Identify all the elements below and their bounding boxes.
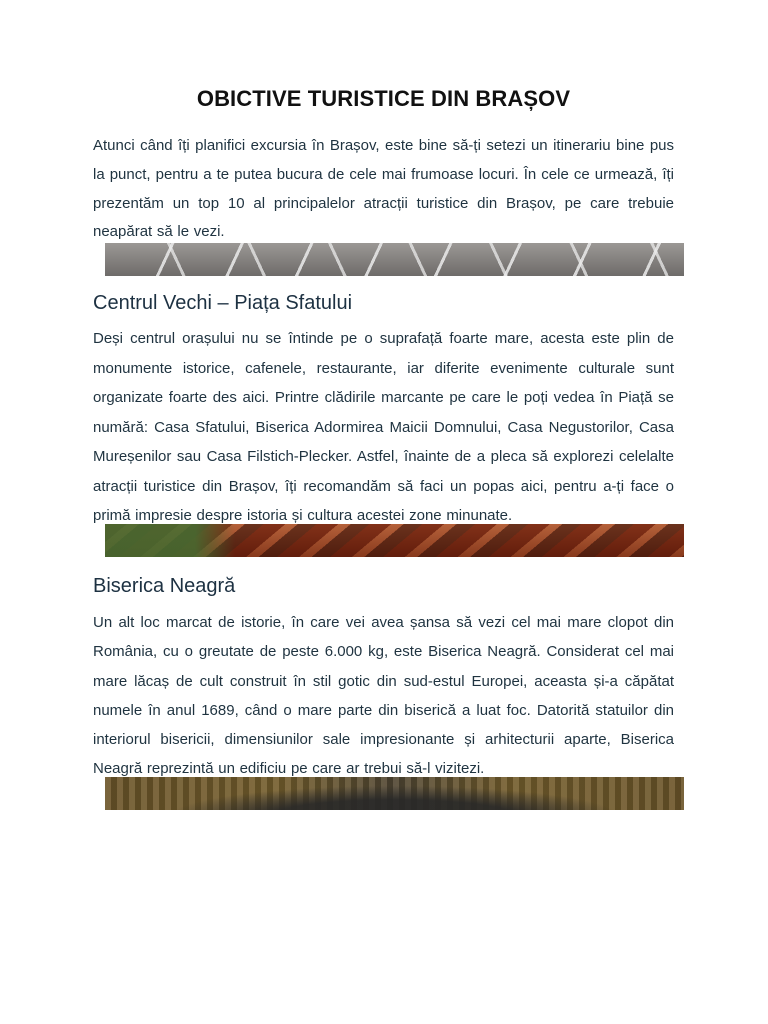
page-title: OBICTIVE TURISTICE DIN BRAȘOV [196,86,571,111]
section-body-centrul-vechi: Deși centrul orașului nu se întinde pe o suprafață foarte mare, acesta este plin de monumente istorice, cafenele, restaurante, iar diferite evenimente culturale sunt organizate foarte des aici. Printre clădirile marcante pe care le poți vedea în Piață se numără: Casa Sfatului, Biserica Adormirea Maicii Domnului, Casa Negustorilor, Casa Mureșenilor sau Casa Filstich-Plecker. Astfel, înainte de a pleca să explorezi celelalte atracții turistice din Brașov, îți recomandăm să faci un popas aici, pentru a-ți face o primă impresie despre istoria și cultura acestei zone minunate. [93,330,674,524]
intro-paragraph: Atunci când îți planifici excursia în Brașov, este bine să-ți setezi un itinerariu bine pus la punct, pentru a te putea bucura de cele mai frumoase locuri. În cele ce urmează, îți prezentăm un top 10 al principalelor atracții turistice din Brașov, pe care trebuie neapărat să le vezi. [93,137,674,241]
section-heading-biserica-neagra: Biserica Neagră [93,575,236,597]
section-heading-centrul-vechi: Centrul Vechi – Piața Sfatului [93,292,353,314]
rooftops-image [105,524,684,557]
section-body-biserica-neagra: Un alt loc marcat de istorie, în care vei avea șansa să vezi cel mai mare clopot din România, cu o greutate de peste 6.000 kg, este Biserica Neagră. Considerat cel mai mare lăcaș de cult construit în stil gotic din sud-estul Europei, aceasta și-a căpătat numele în anul 1689, când o mare parte din biserică a luat foc. Datorită statuilor din interiorul bisericii, dimensiunilor sale impresionante și arhitecturii aparte, Biserica Neagră reprezintă un edificiu pe care ar trebui să-l vizitezi. [93,614,674,778]
church-cobblestone-image [105,777,684,810]
square-pavement-image [105,243,684,276]
